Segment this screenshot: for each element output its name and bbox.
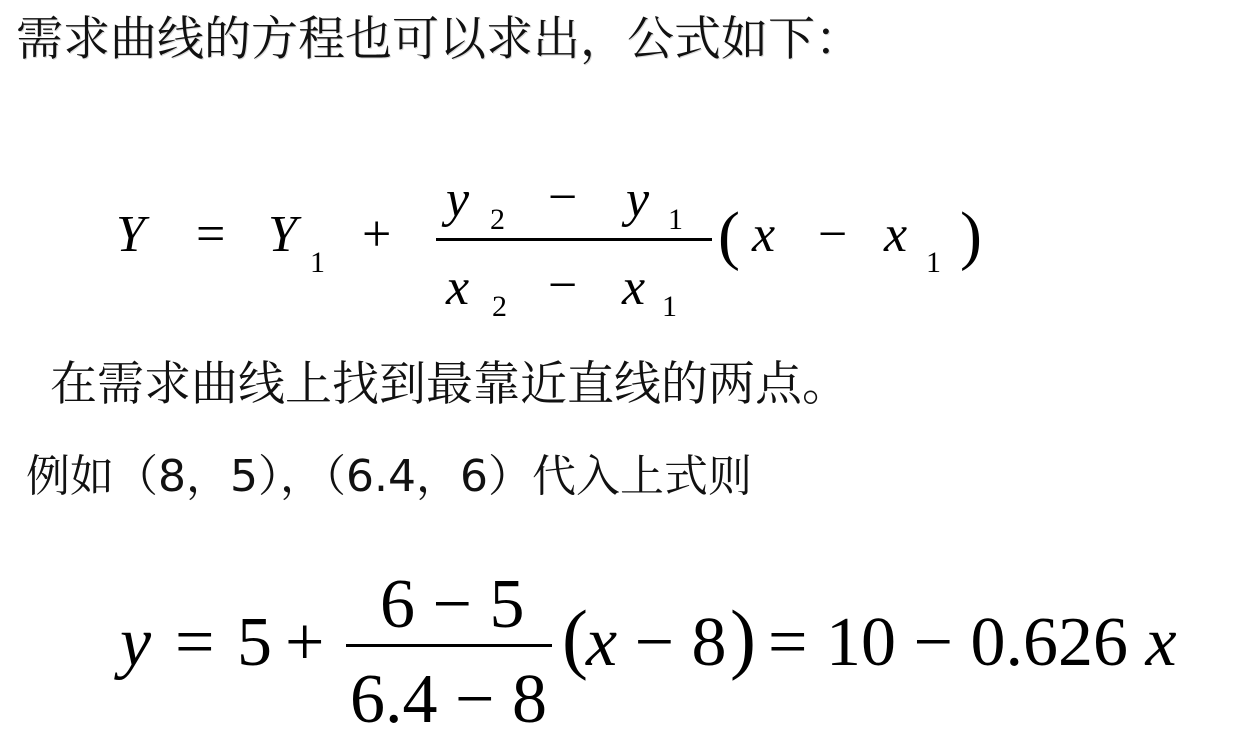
formula1-rparen: )	[960, 199, 982, 272]
formula1-den-x2-sub: 2	[492, 290, 507, 323]
formula2-numerator: 6 − 5	[380, 566, 525, 643]
formula1-y1-sub: 1	[310, 246, 325, 279]
formula1-x1-sub: 1	[926, 246, 941, 279]
formula1-lparen: (	[718, 199, 740, 272]
formula1-den-x1-sub: 1	[662, 290, 677, 323]
formula2-five: 5	[237, 604, 272, 681]
formula1-num-y1-sub: 1	[668, 203, 683, 236]
formula1-x1: x	[884, 206, 908, 263]
formula1-num-minus: −	[548, 169, 578, 226]
formula2-lhs: y	[120, 604, 152, 681]
formula1-plus: +	[362, 206, 392, 263]
formula2-result	[826, 603, 1177, 683]
formula1-den-minus: −	[548, 257, 578, 314]
formula1-fraction-bar	[436, 238, 712, 241]
formula2-result-number: 10 − 0.626	[826, 604, 1146, 681]
formula1-den-x1: x	[622, 259, 646, 316]
formula1-num-y2-sub: 2	[490, 203, 505, 236]
formula2-result-x: x	[1145, 604, 1177, 681]
formula1-equals: =	[196, 206, 226, 263]
formula1-y1: Y	[268, 206, 297, 263]
formula1-x: x	[752, 206, 776, 263]
example-text: 例如（8，5），（6.4，6）代入上式则	[26, 451, 752, 502]
formula2-paren-content	[586, 603, 727, 683]
formula1-num-y1: y	[626, 171, 650, 228]
formula2-equals2: =	[768, 604, 808, 681]
instruction-text: 在需求曲线上找到最靠近直线的两点。	[50, 357, 849, 412]
formula2-paren-rest: − 8	[617, 604, 727, 681]
formula2-fraction-bar	[346, 644, 552, 647]
formula1-minus: −	[818, 206, 848, 263]
formula2-lparen: (	[562, 594, 588, 681]
formula2-paren-x: x	[586, 604, 618, 681]
formula1-lhs: Y	[116, 206, 145, 263]
formula2-rparen: )	[730, 594, 756, 681]
formula2-denominator: 6.4 − 8	[350, 661, 547, 738]
formula1-den-x2: x	[446, 259, 470, 316]
heading-text: 需求曲线的方程也可以求出，公式如下：	[16, 12, 862, 67]
formula2-plus: +	[285, 604, 325, 681]
formula1-num-y2: y	[446, 171, 470, 228]
formula2-equals: =	[175, 604, 215, 681]
